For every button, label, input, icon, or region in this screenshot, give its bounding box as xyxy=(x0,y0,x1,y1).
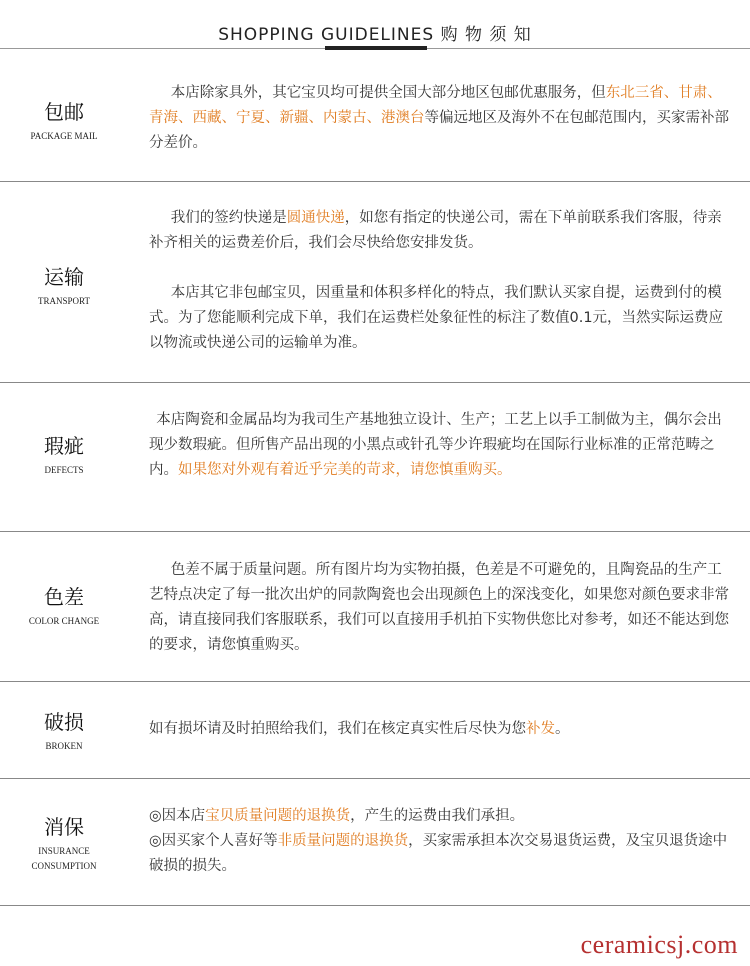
highlight-text: 补发 xyxy=(526,721,555,737)
paragraph: ◎因买家个人喜好等非质量问题的退换货，买家需承担本次交易退货运费，及宝贝退货途中破损的损失。 xyxy=(149,833,728,874)
section-label xyxy=(0,433,128,478)
section-defects xyxy=(0,383,750,532)
section-title-en: DEFECTS xyxy=(44,465,84,475)
section-title-en: BROKEN xyxy=(45,741,83,751)
section-text xyxy=(149,717,733,742)
paragraph: 如有损坏请及时拍照给我们，我们在核定真实性后尽快为您补发。 xyxy=(149,721,570,737)
section-text xyxy=(149,206,733,356)
paragraph: 色差不属于质量问题。所有图片均为实物拍摄，色差是不可避免的，且陶瓷品的生产工艺特点决定了每一批次出炉的同款陶瓷也会出现颜色上的深浅变化，如果您对颜色要求非常高，请直接同我们客服联系，我们可以直接用手机拍下实物供您比对参考，如还不能达到您的要求，请您慎重购买。 xyxy=(149,562,729,653)
paragraph: ◎因本店宝贝质量问题的退换货，产生的运费由我们承担。 xyxy=(149,808,525,824)
section-transport xyxy=(0,182,750,383)
section-title-en: COLOR CHANGE xyxy=(28,616,100,626)
section-title-en: INSURANCE xyxy=(38,846,90,856)
highlight-text: 圆通快递 xyxy=(286,210,345,226)
highlight-text: 如果您对外观有着近乎完美的苛求，请您慎重购买。 xyxy=(178,462,512,478)
section-package-mail xyxy=(0,49,750,182)
section-title-cn: 色差 xyxy=(44,585,84,609)
section-label xyxy=(0,99,128,144)
highlight-text: 非质量问题的退换货 xyxy=(277,833,409,849)
section-title-cn: 包邮 xyxy=(44,100,84,124)
page-title: SHOPPING GUIDELINES 购 物 须 知 xyxy=(218,25,532,45)
page-header xyxy=(0,0,750,54)
section-label xyxy=(0,709,128,754)
section-label xyxy=(0,814,128,874)
paragraph: 本店陶瓷和金属品均为我司生产基地独立设计、生产；工艺上以手工制做为主，偶尔会出现少数瑕疵。但所售产品出现的小黑点或针孔等少许瑕疵均在国际行业标准的正常范畴之内。如果您对外观有着近乎完美的苛求，请您慎重购买。 xyxy=(149,412,722,478)
section-title-en: PACKAGE MAIL xyxy=(30,131,98,141)
section-label xyxy=(0,264,128,309)
section-text xyxy=(149,408,733,483)
section-text xyxy=(149,804,733,879)
section-text xyxy=(149,81,733,156)
section-text xyxy=(149,558,733,658)
highlight-text: 东北三省、甘肃、青海、西藏、宁夏、新疆、内蒙古、港澳台 xyxy=(149,85,722,126)
section-title-cn: 消保 xyxy=(44,815,84,839)
section-color-change xyxy=(0,532,750,682)
section-title-en: CONSUMPTION xyxy=(31,861,97,871)
paragraph: 我们的签约快递是圆通快递，如您有指定的快递公司，需在下单前联系我们客服，待亲补齐相关的运费差价后，我们会尽快给您安排发货。 xyxy=(149,210,722,251)
section-insurance-consumption xyxy=(0,779,750,906)
paragraph: 本店除家具外，其它宝贝均可提供全国大部分地区包邮优惠服务，但东北三省、甘肃、青海、西藏、宁夏、新疆、内蒙古、港澳台等偏远地区及海外不在包邮范围内，买家需补部分差价。 xyxy=(149,85,729,151)
watermark: ceramicsj.com xyxy=(580,930,738,959)
section-label xyxy=(0,584,128,629)
highlight-text: 宝贝质量问题的退换货 xyxy=(205,808,351,824)
section-title-cn: 瑕疵 xyxy=(44,434,84,458)
paragraph: 本店其它非包邮宝贝，因重量和体积多样化的特点，我们默认买家自提，运费到付的模式。为了您能顺利完成下单，我们在运费栏处象征性的标注了数值0.1元，当然实际运费应以物流或快递公司的运输单为准。 xyxy=(149,285,724,351)
section-title-en: TRANSPORT xyxy=(38,296,90,306)
section-title-cn: 破损 xyxy=(44,710,84,734)
section-broken xyxy=(0,682,750,779)
section-title-cn: 运输 xyxy=(44,265,84,289)
